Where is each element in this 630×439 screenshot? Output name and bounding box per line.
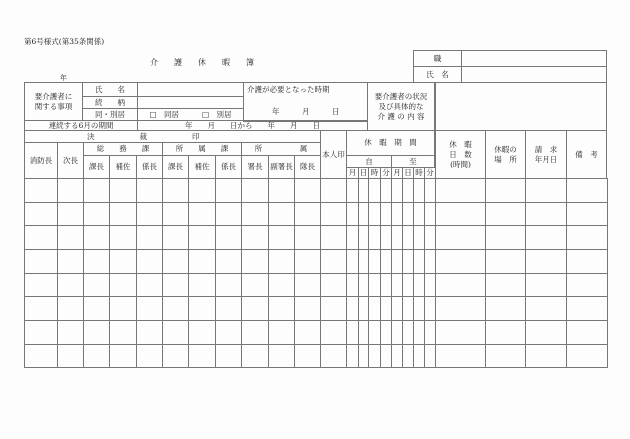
leave-unit-6: 時 [413, 167, 425, 179]
table-cell[interactable] [188, 320, 216, 345]
table-cell[interactable] [109, 273, 137, 297]
general-affairs-label: 総 務 課 [83, 142, 163, 156]
table-cell[interactable] [268, 178, 295, 203]
table-cell[interactable] [188, 344, 216, 368]
table-cell[interactable] [294, 249, 321, 274]
table-cell[interactable] [268, 249, 295, 274]
table-cell[interactable] [320, 320, 347, 345]
table-cell[interactable] [294, 344, 321, 368]
table-cell[interactable] [435, 178, 486, 203]
employee-name-label: 氏 名 [413, 66, 462, 83]
table-cell[interactable] [268, 296, 295, 321]
table-cell[interactable] [57, 344, 84, 368]
table-cell[interactable] [109, 296, 137, 321]
table-cell[interactable] [294, 178, 321, 203]
role-station-chief: 署長 [241, 155, 269, 179]
leave-unit-5: 日 [402, 167, 414, 179]
table-cell[interactable] [485, 296, 526, 321]
form-number: 第6号様式(第35条関係) [24, 37, 105, 46]
leave-days-label: 休 暇 日 数 (時間) [435, 130, 486, 179]
table-cell[interactable] [525, 178, 567, 203]
table-cell[interactable] [566, 225, 608, 250]
table-cell[interactable] [435, 249, 486, 274]
table-cell[interactable] [162, 273, 189, 297]
residence-label: 同・別居 [82, 108, 138, 121]
role-deputy-station-chief: 副署長 [268, 155, 295, 179]
table-cell[interactable] [83, 320, 110, 345]
request-date-label: 請 求 年月日 [525, 130, 567, 179]
table-cell[interactable] [188, 249, 216, 274]
table-cell[interactable] [241, 296, 269, 321]
table-cell[interactable] [435, 202, 486, 226]
table-cell[interactable] [435, 320, 486, 345]
table-cell[interactable] [109, 249, 137, 274]
table-cell[interactable] [24, 320, 58, 345]
table-cell[interactable] [136, 344, 163, 368]
table-cell[interactable] [24, 225, 58, 250]
cohabiting-checkbox[interactable]: □ 同居 [149, 109, 180, 119]
table-cell[interactable] [83, 249, 110, 274]
table-cell[interactable] [525, 249, 567, 274]
leave-period-label: 休 暇 期 間 [346, 130, 436, 156]
year-label: 年 [60, 74, 67, 82]
table-cell[interactable] [215, 249, 242, 274]
table-cell[interactable] [57, 273, 84, 297]
table-cell[interactable] [485, 225, 526, 250]
table-cell[interactable] [83, 273, 110, 297]
leave-unit-1: 日 [359, 168, 368, 177]
leave-place-label: 休暇の 場 所 [485, 130, 526, 179]
leave-from-label: 自 [346, 155, 392, 168]
table-cell[interactable] [294, 273, 321, 297]
table-cell[interactable] [83, 225, 110, 250]
table-cell[interactable] [136, 273, 163, 297]
care-needed-cell[interactable] [243, 82, 368, 122]
table-cell[interactable] [485, 273, 526, 297]
affiliated-label: 所 属 [241, 142, 321, 156]
table-cell[interactable] [525, 273, 567, 297]
post-label: 職 [413, 50, 462, 67]
table-cell[interactable] [435, 344, 486, 368]
table-cell[interactable] [188, 273, 216, 297]
employee-name-field[interactable] [461, 66, 607, 83]
table-cell[interactable] [109, 320, 137, 345]
table-cell[interactable] [24, 344, 58, 368]
period-value[interactable]: 年 月 日から 年 月 日 [137, 120, 368, 131]
table-cell[interactable] [241, 249, 269, 274]
fire-chief-label: 消防長 [24, 142, 58, 179]
seal-label: 本人印 [320, 130, 347, 179]
care-needed-label: 介護が必要となった時期 [247, 85, 330, 94]
table-cell[interactable] [566, 178, 608, 203]
table-cell[interactable] [241, 320, 269, 345]
care-recipient-section-label: 要介護者に 関する事項 [24, 82, 83, 121]
role-captain: 隊長 [294, 155, 321, 179]
table-cell[interactable] [57, 178, 84, 203]
table-cell[interactable] [109, 344, 137, 368]
table-cell[interactable] [294, 202, 321, 226]
approval-seal-label: 決 裁 印 [24, 130, 321, 143]
table-cell[interactable] [320, 178, 347, 203]
table-cell[interactable] [162, 296, 189, 321]
table-cell[interactable] [566, 249, 608, 274]
table-cell[interactable] [188, 225, 216, 250]
table-cell[interactable] [215, 320, 242, 345]
deputy-chief-label: 次長 [57, 142, 84, 179]
remarks-label: 備 考 [566, 130, 607, 179]
table-cell[interactable] [215, 178, 242, 203]
table-cell[interactable] [162, 178, 189, 203]
table-cell[interactable] [83, 296, 110, 321]
table-cell[interactable] [215, 296, 242, 321]
role-assistant-2: 補佐 [188, 155, 216, 179]
table-cell[interactable] [566, 202, 608, 226]
table-cell[interactable] [241, 202, 269, 226]
role-assistant: 補佐 [109, 155, 137, 179]
table-cell[interactable] [241, 273, 269, 297]
table-cell[interactable] [109, 178, 137, 203]
table-cell[interactable] [215, 202, 242, 226]
table-cell[interactable] [24, 273, 58, 297]
role-unit-chief-2: 係長 [215, 155, 242, 179]
leave-unit-3: 分 [380, 167, 392, 179]
table-cell[interactable] [320, 249, 347, 274]
role-section-chief-2: 課長 [162, 155, 189, 179]
table-cell[interactable] [485, 178, 526, 203]
table-cell[interactable] [525, 320, 567, 345]
leave-unit-7: 分 [424, 167, 436, 179]
table-cell[interactable] [188, 178, 216, 203]
table-cell[interactable] [320, 202, 347, 226]
leave-unit-2: 時 [368, 167, 381, 179]
recipient-status-label: 要介護者の状況 及び具体的な 介 護 の 内 容 [367, 82, 436, 131]
table-cell[interactable] [24, 249, 58, 274]
table-cell[interactable] [485, 202, 526, 226]
table-cell[interactable] [83, 202, 110, 226]
table-cell[interactable] [294, 320, 321, 345]
table-cell[interactable] [215, 344, 242, 368]
affiliated-section-label: 所 属 課 [162, 142, 242, 156]
table-cell[interactable] [241, 344, 269, 368]
period-label: 連続する6月の期間 [24, 120, 138, 131]
table-cell[interactable] [24, 202, 58, 226]
table-cell[interactable] [485, 344, 526, 368]
table-cell[interactable] [268, 344, 295, 368]
role-unit-chief: 係長 [136, 155, 163, 179]
table-cell[interactable] [162, 202, 189, 226]
table-cell[interactable] [525, 296, 567, 321]
role-section-chief: 課長 [83, 155, 110, 179]
table-cell[interactable] [188, 296, 216, 321]
care-needed-date: 年 月 日 [272, 107, 340, 116]
table-cell[interactable] [320, 273, 347, 297]
table-cell[interactable] [136, 320, 163, 345]
table-cell[interactable] [485, 249, 526, 274]
recipient-name-field[interactable] [137, 82, 244, 97]
table-cell[interactable] [57, 296, 84, 321]
table-cell[interactable] [294, 296, 321, 321]
table-cell[interactable] [24, 178, 58, 203]
table-cell[interactable] [566, 296, 608, 321]
table-cell[interactable] [268, 202, 295, 226]
recipient-name-label: 氏 名 [82, 82, 138, 97]
table-cell[interactable] [241, 178, 269, 203]
table-cell[interactable] [566, 320, 608, 345]
table-cell[interactable] [241, 225, 269, 250]
table-cell[interactable] [57, 320, 84, 345]
table-cell[interactable] [162, 225, 189, 250]
table-cell[interactable] [57, 249, 84, 274]
table-cell[interactable] [268, 225, 295, 250]
table-cell[interactable] [57, 202, 84, 226]
table-cell[interactable] [485, 320, 526, 345]
table-cell[interactable] [320, 296, 347, 321]
table-cell[interactable] [24, 296, 58, 321]
table-cell[interactable] [136, 249, 163, 274]
table-cell[interactable] [109, 202, 137, 226]
table-cell[interactable] [215, 225, 242, 250]
table-cell[interactable] [268, 320, 295, 345]
table-cell[interactable] [215, 273, 242, 297]
table-cell[interactable] [136, 202, 163, 226]
separate-checkbox[interactable]: □ 別居 [201, 109, 232, 119]
table-cell[interactable] [435, 225, 486, 250]
table-cell[interactable] [136, 225, 163, 250]
table-cell[interactable] [294, 225, 321, 250]
table-cell[interactable] [57, 225, 84, 250]
form-title: 介 護 休 暇 簿 [150, 58, 254, 67]
table-cell[interactable] [566, 273, 608, 297]
table-cell[interactable] [566, 344, 608, 368]
table-cell[interactable] [136, 178, 163, 203]
post-field[interactable] [461, 50, 607, 67]
recipient-status-field[interactable] [435, 82, 607, 131]
relation-label: 続 柄 [82, 96, 138, 109]
table-cell[interactable] [268, 273, 295, 297]
table-cell[interactable] [109, 225, 137, 250]
table-cell[interactable] [320, 344, 347, 368]
leave-unit-4: 月 [391, 167, 403, 179]
table-cell[interactable] [162, 249, 189, 274]
leave-to-label: 至 [391, 155, 436, 168]
table-cell[interactable] [188, 202, 216, 226]
table-cell[interactable] [162, 344, 189, 368]
table-cell[interactable] [83, 178, 110, 203]
table-cell[interactable] [136, 296, 163, 321]
table-cell[interactable] [83, 344, 110, 368]
table-cell[interactable] [525, 344, 567, 368]
leave-unit-0: 月 [346, 167, 359, 179]
table-cell[interactable] [435, 273, 486, 297]
table-cell[interactable] [162, 320, 189, 345]
table-cell[interactable] [525, 202, 567, 226]
table-cell[interactable] [320, 225, 347, 250]
table-cell[interactable] [435, 296, 486, 321]
table-cell[interactable] [525, 225, 567, 250]
